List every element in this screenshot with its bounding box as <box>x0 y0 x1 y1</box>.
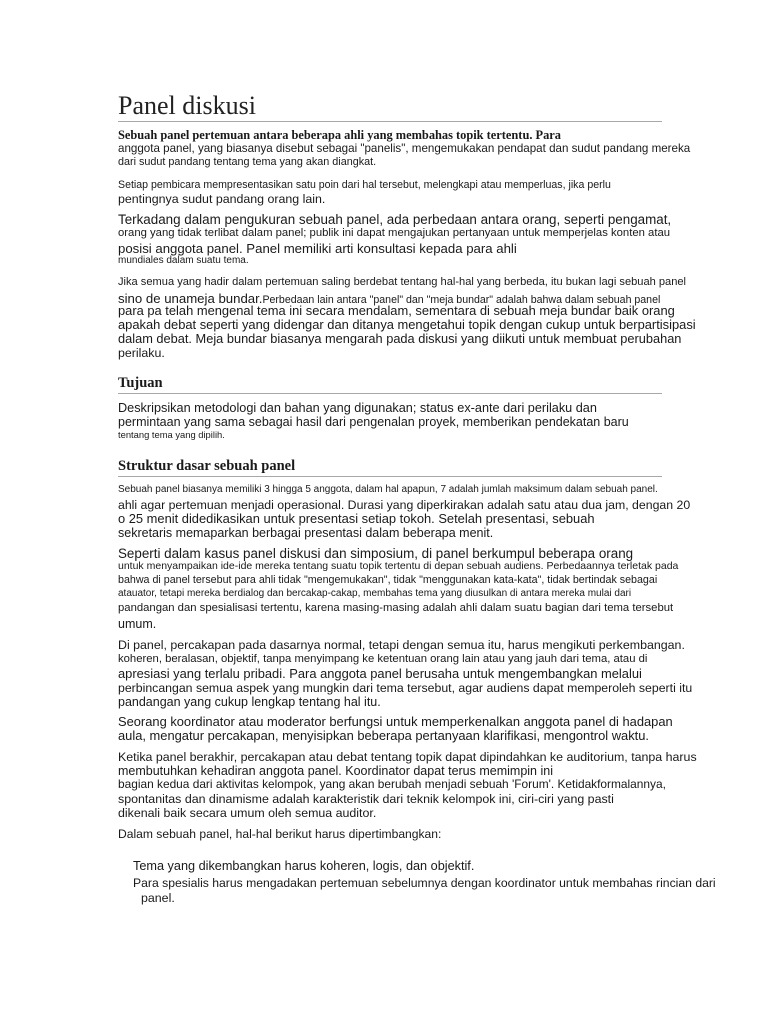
paragraph-line: pentingnya sudut pandang orang lain. <box>118 192 326 206</box>
paragraph-line: untuk menyampaikan ide-ide mereka tentang suatu topik tertentu di depan sebuah audiens. Perbedaannya terletak pada <box>118 560 679 572</box>
paragraph-line: atauator, tetapi mereka berdialog dan bercakap-cakap, membahas tema yang diusulkan di antara mereka mulai dari <box>118 588 632 599</box>
paragraph-line: perilaku. <box>118 346 165 360</box>
paragraph-line: membutuhkan kehadiran anggota panel. Koordinator dapat terus memimpin ini <box>118 764 553 778</box>
paragraph-line: apresiasi yang terlalu pribadi. Para anggota panel berusaha untuk mengembangkan melalui <box>118 666 642 681</box>
paragraph-line: dalam debat. Meja bundar biasanya mengarah pada diskusi yang diikuti untuk membuat perubahan <box>118 331 682 346</box>
paragraph-line: bahwa di panel tersebut para ahli tidak "mengemukakan", tidak "menggunakan kata-kata", tidak bertindak sebagai <box>118 574 658 586</box>
title-divider <box>118 121 662 122</box>
paragraph-line: pandangan yang cukup lengkap tentang hal itu. <box>118 695 381 709</box>
paragraph-line: bagian kedua dari aktivitas kelompok, yang akan berubah menjadi sebuah 'Forum'. Ketidakformalannya, <box>118 777 666 791</box>
paragraph-line: perbincangan semua aspek yang mungkin dari tema tersebut, agar audiens dapat memperoleh seperti itu <box>118 681 693 695</box>
paragraph-line: umum. <box>118 617 157 631</box>
paragraph-line: dikenali baik secara umum oleh semua auditor. <box>118 806 377 820</box>
paragraph-line: Setiap pembicara mempresentasikan satu poin dari hal tersebut, melengkapi atau memperluas, jika perlu <box>118 179 611 191</box>
paragraph-line: Sebuah panel biasanya memiliki 3 hingga 5 anggota, dalam hal apapun, 7 adalah jumlah maksimum dalam sebuah panel. <box>118 484 658 495</box>
list-item: Tema yang dikembangkan harus koheren, logis, dan objektif. <box>133 859 475 873</box>
section-divider <box>118 476 662 477</box>
paragraph-line: Deskripsikan metodologi dan bahan yang digunakan; status ex-ante dari perilaku dan <box>118 401 597 415</box>
paragraph-line: aula, mengatur percakapan, menyisipkan beberapa pertanyaan klarifikasi, mengontrol waktu. <box>118 728 649 743</box>
section-heading-struktur: Struktur dasar sebuah panel <box>118 458 296 474</box>
page-title: Panel diskusi <box>118 91 256 120</box>
paragraph-line: Ketika panel berakhir, percakapan atau debat tentang topik dapat dipindahkan ke auditorium, tanpa harus <box>118 750 697 764</box>
paragraph-line: apakah debat seperti yang didengar dan ditanya mengetahui topik dengan cukup untuk berpartisipasi <box>118 317 696 332</box>
paragraph-line: Di panel, percakapan pada dasarnya normal, tetapi dengan semua itu, harus mengikuti perkembangan. <box>118 638 685 652</box>
paragraph-line: ahli agar pertemuan menjadi operasional. Durasi yang diperkirakan adalah satu atau dua jam, dengan 20 <box>118 498 691 512</box>
intro-line: dari sudut pandang tentang tema yang akan diangkat. <box>118 156 377 168</box>
paragraph-line: permintaan yang sama sebagai hasil dari pengenalan proyek, memberikan pendekatan baru <box>118 415 629 429</box>
paragraph-line: pandangan dan spesialisasi tertentu, karena masing-masing adalah ahli dalam suatu bagian dari tema tersebut <box>118 602 674 614</box>
paragraph-line: tentang tema yang dipilih. <box>118 429 225 440</box>
section-divider <box>118 393 662 394</box>
section-heading-tujuan: Tujuan <box>118 375 163 391</box>
paragraph-line: o 25 menit didedikasikan untuk presentasi setiap tokoh. Setelah presentasi, sebuah <box>118 511 595 526</box>
paragraph-line: Terkadang dalam pengukuran sebuah panel, ada perbedaan antara orang, seperti pengamat, <box>118 212 672 227</box>
paragraph-line: para pa telah mengenal tema ini secara mendalam, sementara di sebuah meja bundar baik orang <box>118 303 675 318</box>
paragraph-span: Perbedaan lain antara "panel" dan "meja bundar" adalah bahwa dalam sebuah panel <box>262 294 661 306</box>
paragraph-span: sino de unameja bundar. <box>118 291 263 306</box>
paragraph-line: Dalam sebuah panel, hal-hal berikut harus dipertimbangkan: <box>118 827 442 841</box>
intro-line: anggota panel, yang biasanya disebut sebagai "panelis", mengemukakan pendapat dan sudut pandang mereka <box>118 142 691 155</box>
paragraph-line: Seperti dalam kasus panel diskusi dan simposium, di panel berkumpul beberapa orang <box>118 546 634 561</box>
paragraph-line: sekretaris memaparkan berbagai presentasi dalam beberapa menit. <box>118 526 494 540</box>
paragraph-line: orang yang tidak terlibat dalam panel; publik ini dapat mengajukan pertanyaan untuk memperjelas konten atau <box>118 227 671 239</box>
list-item: Para spesialis harus mengadakan pertemuan sebelumnya dengan koordinator untuk membahas rincian dari <box>133 876 716 890</box>
intro-line: Sebuah panel pertemuan antara beberapa ahli yang membahas topik tertentu. Para <box>118 128 561 142</box>
paragraph-line: mundiales dalam suatu tema. <box>118 255 249 266</box>
list-item: panel. <box>141 891 175 905</box>
paragraph-line: spontanitas dan dinamisme adalah karakteristik dari teknik kelompok ini, ciri-ciri yang pasti <box>118 792 614 806</box>
paragraph-line: posisi anggota panel. Panel memiliki arti konsultasi kepada para ahli <box>118 241 517 256</box>
paragraph-line: Jika semua yang hadir dalam pertemuan saling berdebat tentang hal-hal yang berbeda, itu bukan lagi sebuah panel <box>118 276 687 288</box>
paragraph-line: koheren, beralasan, objektif, tanpa menyimpang ke ketentuan orang lain atau yang jauh dari tema, atau di <box>118 653 648 665</box>
paragraph-line: Seorang koordinator atau moderator berfungsi untuk memperkenalkan anggota panel di hadapan <box>118 714 673 729</box>
